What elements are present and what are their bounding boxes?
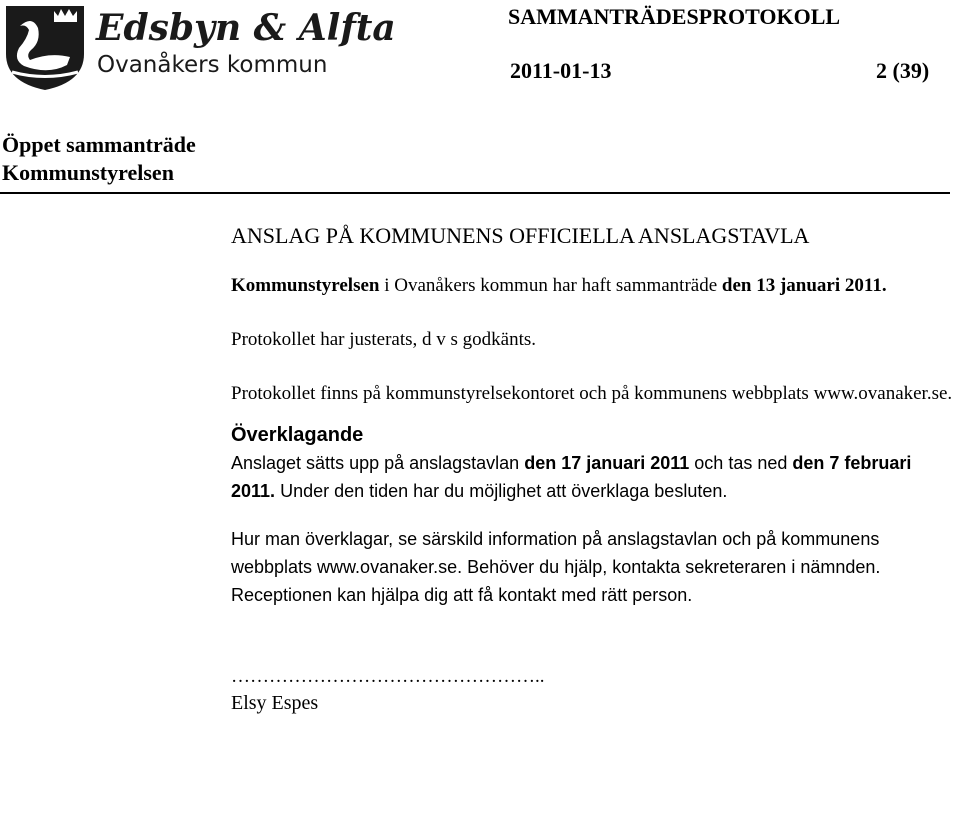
notice-heading: ANSLAG PÅ KOMMUNENS OFFICIELLA ANSLAGSTAVLA [231,223,810,248]
governing-body: Kommunstyrelsen [2,160,174,185]
signature-line: ………………………………………….. [231,666,545,687]
notice-content [231,222,959,717]
header-divider [0,192,950,194]
adjusted-paragraph: Protokollet har justerats, d v s godkänts. [231,329,537,350]
page-number: 2 (39) [876,58,930,83]
location-paragraph: Protokollet finns på kommunstyrelsekontoret och på kommunens webbplats www.ovanaker.se. [231,383,953,404]
meeting-paragraph: Kommunstyrelsen i Ovanåkers kommun har haft sammanträde den 13 januari 2011. [231,275,887,296]
logo-subtitle: Ovanåkers kommun [97,52,328,78]
appeal-info-paragraph: Hur man överklagar, se särskild information på anslagstavlan och på kommunens webbplats www.ovanaker.se. Behöver du hjälp, kontakta sekreteraren i nämnden. Receptionen kan hjälpa dig att få kontakt med rätt person. [231,529,881,605]
logo-name: Edsbyn & Alfta [96,7,396,49]
municipality-logo [4,2,396,92]
appeal-period-paragraph: Anslaget sätts upp på anslagstavlan den 17 januari 2011 och tas ned den 7 februari 2011. Under den tiden har du möjlighet att överklaga besluten. [231,453,912,501]
meeting-type: Öppet sammanträde [2,132,196,157]
signatory-name: Elsy Espes [231,692,319,714]
swan-crest-icon [4,2,396,92]
document-type: SAMMANTRÄDESPROTOKOLL [508,4,841,29]
meeting-date: 2011-01-13 [510,58,612,83]
appeal-heading: Överklagande [231,424,364,446]
